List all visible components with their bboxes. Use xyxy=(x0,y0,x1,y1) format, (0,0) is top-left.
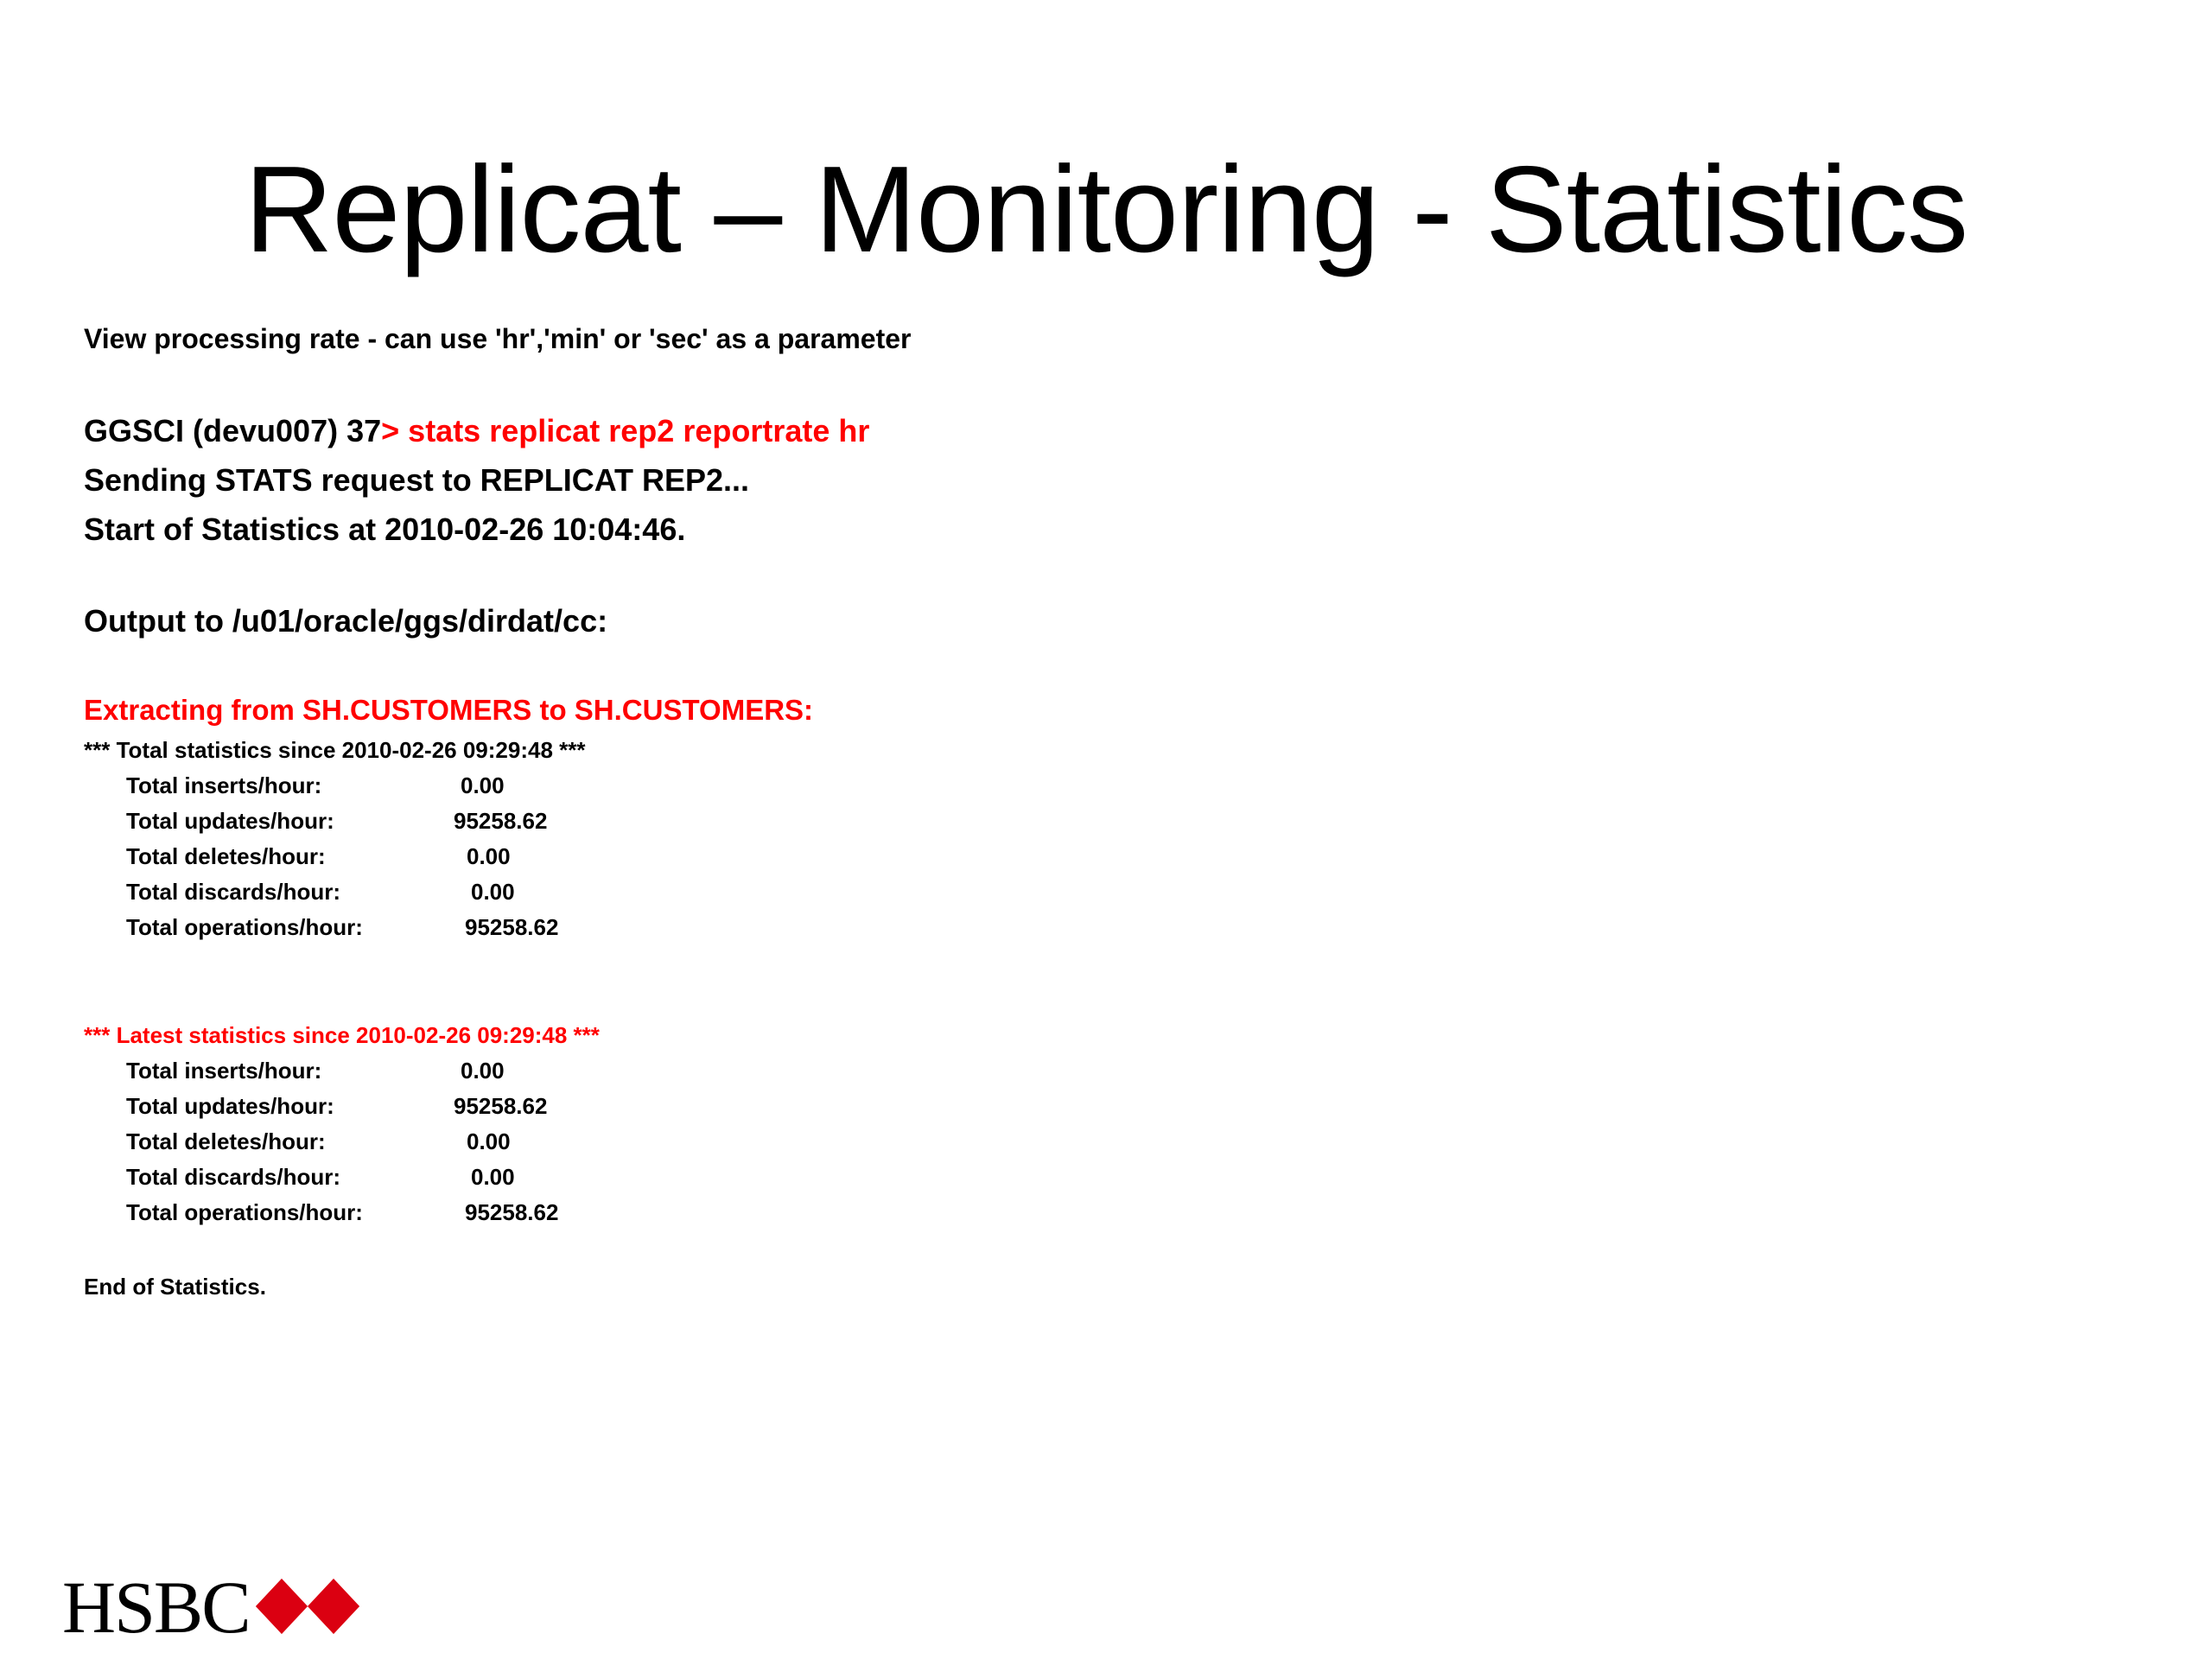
latest-stats-header: *** Latest statistics since 2010-02-26 09:29:48 *** xyxy=(84,1022,600,1048)
logo-wordmark: HSBC xyxy=(62,1566,250,1649)
stat-label: Total inserts/hour: xyxy=(126,772,322,798)
stat-value: 95258.62 xyxy=(454,808,548,834)
stat-value: 95258.62 xyxy=(454,1093,548,1119)
stat-value: 0.00 xyxy=(467,1128,511,1154)
end-line: End of Statistics. xyxy=(84,1274,266,1300)
stat-value: 0.00 xyxy=(471,1164,515,1190)
stat-row xyxy=(126,808,548,835)
stat-label: Total operations/hour: xyxy=(126,1199,363,1225)
stat-label: Total discards/hour: xyxy=(126,1164,340,1190)
stat-row xyxy=(126,843,511,870)
stat-value: 0.00 xyxy=(471,879,515,905)
stat-value: 95258.62 xyxy=(465,1199,559,1225)
stat-label: Total operations/hour: xyxy=(126,914,363,940)
extracting-line: Extracting from SH.CUSTOMERS to SH.CUSTOMERS: xyxy=(84,694,814,726)
slide-title: Replicat – Monitoring - Statistics xyxy=(244,141,1968,278)
stat-row xyxy=(126,1058,505,1084)
sending-line: Sending STATS request to REPLICAT REP2... xyxy=(84,462,750,498)
stat-label: Total deletes/hour: xyxy=(126,843,326,869)
stat-row xyxy=(126,1128,511,1155)
stat-row xyxy=(126,914,559,941)
command-prompt: GGSCI (devu007) 37 xyxy=(84,413,382,448)
stat-value: 95258.62 xyxy=(465,914,559,940)
stat-row xyxy=(126,1093,548,1120)
stat-value: 0.00 xyxy=(461,772,505,798)
stat-value: 0.00 xyxy=(461,1058,505,1084)
intro-text: View processing rate - can use 'hr','min' or 'sec' as a parameter xyxy=(84,323,912,354)
stat-label: Total updates/hour: xyxy=(126,1093,334,1119)
command-input: > stats replicat rep2 reportrate hr xyxy=(381,413,870,448)
stat-label: Total updates/hour: xyxy=(126,808,334,834)
hsbc-hexagon-logo-icon xyxy=(256,1579,359,1634)
command-line xyxy=(84,413,869,449)
stat-label: Total discards/hour: xyxy=(126,879,340,905)
stat-row xyxy=(126,1199,559,1226)
stat-label: Total deletes/hour: xyxy=(126,1128,326,1154)
output-line: Output to /u01/oracle/ggs/dirdat/cc: xyxy=(84,603,608,639)
stat-row xyxy=(126,772,505,799)
total-stats-header: *** Total statistics since 2010-02-26 09:29:48 *** xyxy=(84,737,586,763)
stat-value: 0.00 xyxy=(467,843,511,869)
stat-label: Total inserts/hour: xyxy=(126,1058,322,1084)
start-line: Start of Statistics at 2010-02-26 10:04:46. xyxy=(84,512,686,547)
stat-row xyxy=(126,879,515,906)
stat-row xyxy=(126,1164,515,1191)
